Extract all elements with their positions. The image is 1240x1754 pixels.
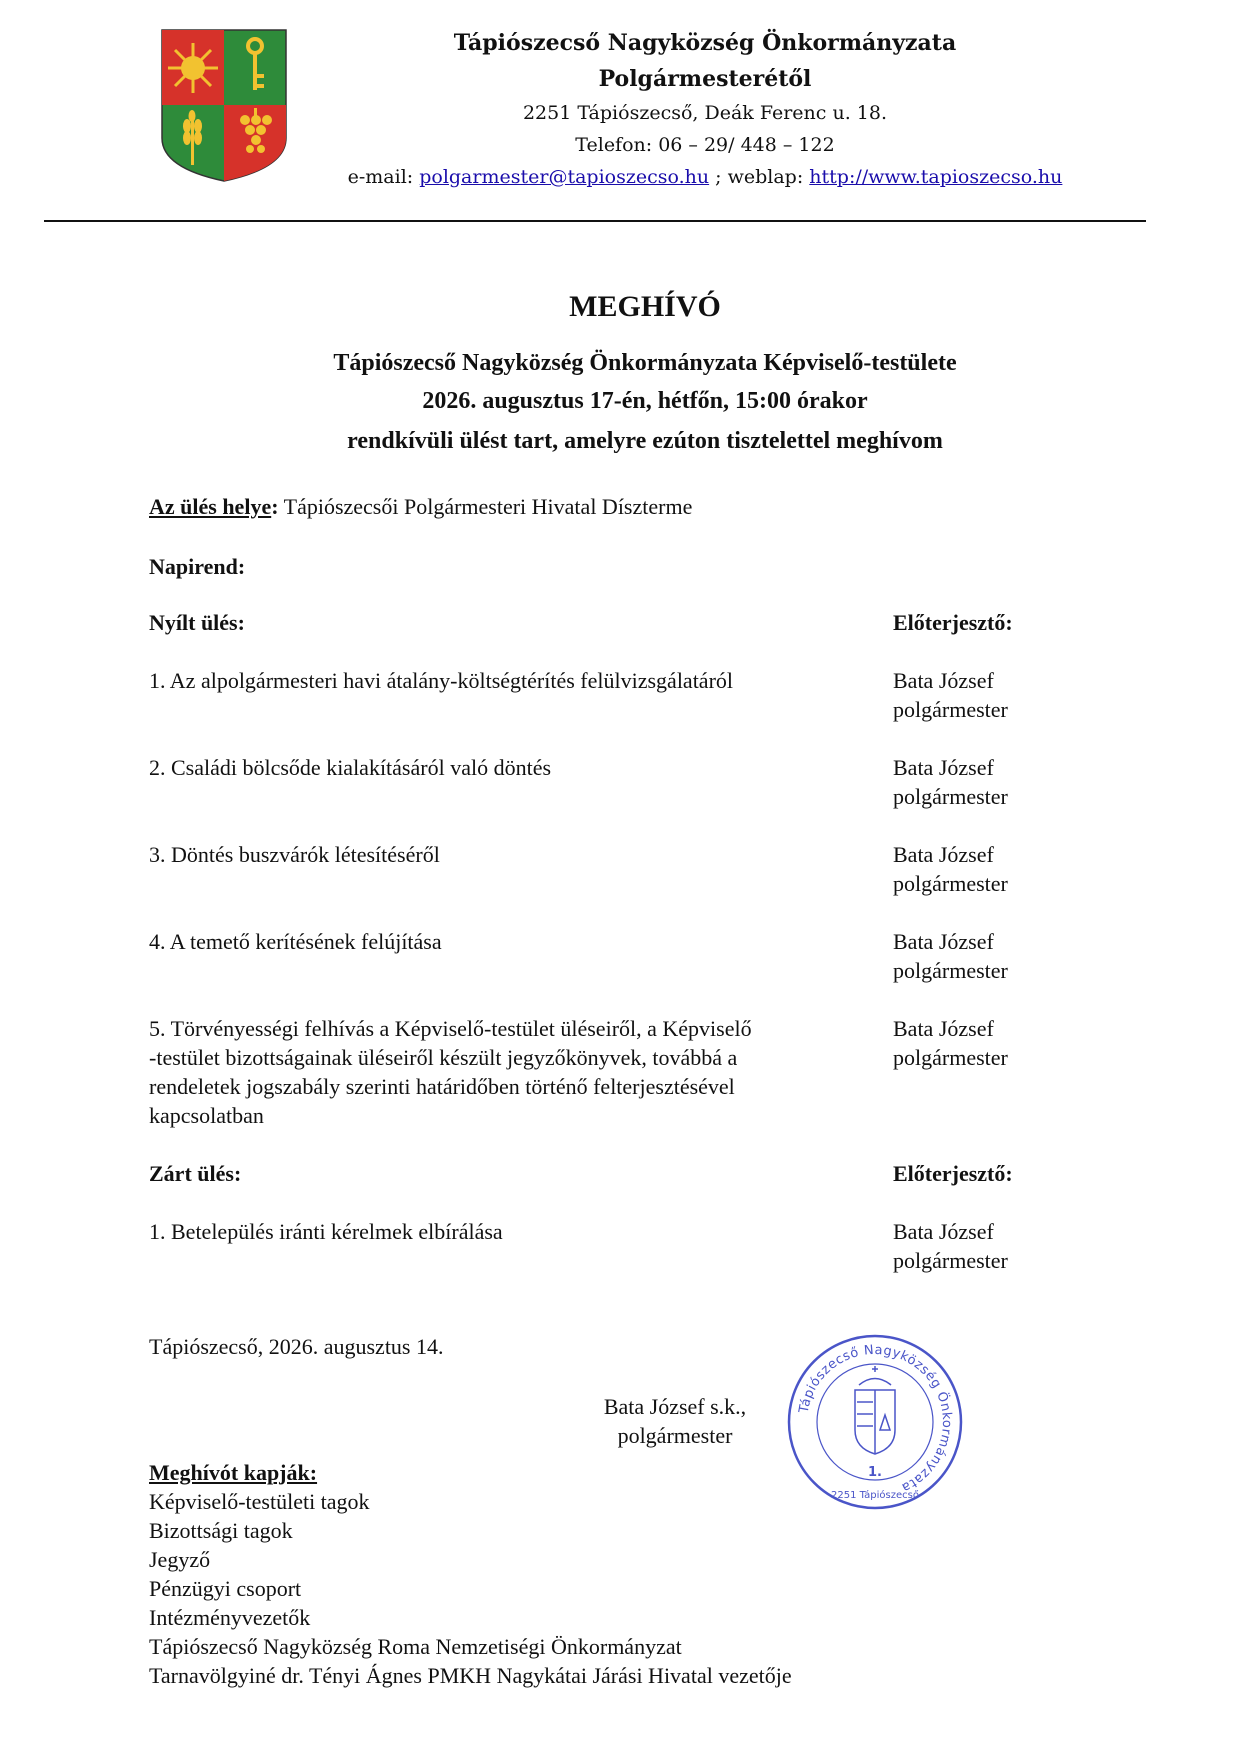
presenter-role: polgármester	[893, 784, 1008, 809]
signature-name: Bata József s.k.,	[603, 1394, 747, 1419]
closed-session-label: Zárt ülés:	[149, 1161, 242, 1186]
svg-text:1.: 1.	[868, 1465, 882, 1480]
agenda-item-5-line-1: 5. Törvényességi felhívás a Képviselő-testület üléseiről, a Képviselő	[149, 1016, 752, 1041]
closed-agenda-item-1: 1. Betelepülés iránti kérelmek elbírálása	[149, 1219, 503, 1244]
email-label: e-mail:	[347, 166, 420, 188]
web-label: ; weblap:	[709, 166, 810, 188]
agenda-item-3: 3. Döntés buszvárók létesítéséről	[149, 842, 440, 867]
recipient-item: Bizottsági tagok	[149, 1518, 293, 1543]
presenter-name: Bata József	[893, 842, 994, 867]
recipient-item: Pénzügyi csoport	[149, 1576, 302, 1601]
recipient-item: Tarnavölgyiné dr. Tényi Ágnes PMKH Nagykátai Járási Hivatal vezetője	[149, 1663, 792, 1688]
agenda-item-2: 2. Családi bölcsőde kialakításáról való döntés	[149, 755, 552, 780]
contact-line	[345, 166, 1065, 188]
website-link[interactable]: http://www.tapioszecso.hu	[809, 166, 1063, 188]
venue	[149, 492, 692, 521]
open-session-presenter-label: Előterjesztő:	[893, 610, 1013, 635]
signature-role: polgármester	[617, 1423, 733, 1448]
presenter-role: polgármester	[893, 1248, 1008, 1273]
agenda-item-5-line-3: rendeletek jogszabály szerinti határidőben történő felterjesztésével	[149, 1074, 735, 1099]
svg-text:Tápiószecső Nagyközség Önkormá: Tápiószecső Nagyközség Önkormányzata	[796, 1342, 955, 1496]
recipient-item: Képviselő-testületi tagok	[149, 1489, 370, 1514]
recipient-item: Intézményvezetők	[149, 1605, 311, 1630]
presenter-role: polgármester	[893, 958, 1008, 983]
recipient-item: Jegyző	[149, 1547, 211, 1572]
agenda-item-4: 4. A temető kerítésének felújítása	[149, 929, 442, 954]
agenda-item-5-line-2: -testület bizottságainak üléseiről készült jegyzőkönyvek, továbbá a	[149, 1045, 738, 1070]
subtitle-line-2: 2026. augusztus 17-én, hétfőn, 15:00 órakor	[422, 388, 868, 414]
document-title: MEGHÍVÓ	[569, 290, 721, 323]
presenter-name: Bata József	[893, 668, 994, 693]
open-session-label: Nyílt ülés:	[149, 610, 245, 635]
official-stamp	[785, 1330, 965, 1514]
address: 2251 Tápiószecső, Deák Ferenc u. 18.	[522, 102, 888, 124]
agenda-label: Napirend:	[149, 554, 246, 579]
subtitle-line-1: Tápiószecső Nagyközség Önkormányzata Képviselő-testülete	[333, 350, 957, 376]
presenter-role: polgármester	[893, 697, 1008, 722]
presenter-name: Bata József	[893, 1016, 994, 1041]
presenter-role: polgármester	[893, 871, 1008, 896]
office-name: Polgármesterétől	[598, 66, 812, 92]
agenda-item-5-line-4: kapcsolatban	[149, 1103, 264, 1128]
venue-label: Az ülés helye	[149, 494, 272, 519]
venue-value: Tápiószecsői Polgármesteri Hivatal Díszterme	[278, 494, 693, 519]
agenda-item-1: 1. Az alpolgármesteri havi átalány-költségtérítés felülvizsgálatáról	[149, 668, 734, 693]
recipient-item: Tápiószecső Nagyközség Roma Nemzetiségi Önkormányzat	[149, 1634, 682, 1659]
venue-colon: :	[271, 494, 279, 519]
presenter-name: Bata József	[893, 1219, 994, 1244]
org-name: Tápiószecső Nagyközség Önkormányzata	[453, 30, 957, 56]
phone: Telefon: 06 – 29/ 448 – 122	[575, 134, 835, 156]
svg-text:2251 Tápiószecső: 2251 Tápiószecső	[831, 1490, 919, 1501]
closed-session-presenter-label: Előterjesztő:	[893, 1161, 1013, 1186]
recipients-label: Meghívót kapják:	[149, 1460, 318, 1485]
email-link[interactable]: polgarmester@tapioszecso.hu	[419, 166, 710, 188]
coat-of-arms-logo	[160, 28, 288, 183]
presenter-name: Bata József	[893, 755, 994, 780]
presenter-name: Bata József	[893, 929, 994, 954]
presenter-role: polgármester	[893, 1045, 1008, 1070]
place-date: Tápiószecső, 2026. augusztus 14.	[149, 1334, 444, 1359]
header-divider	[44, 220, 1146, 222]
subtitle-line-3: rendkívüli ülést tart, amelyre ezúton tisztelettel meghívom	[347, 428, 943, 454]
